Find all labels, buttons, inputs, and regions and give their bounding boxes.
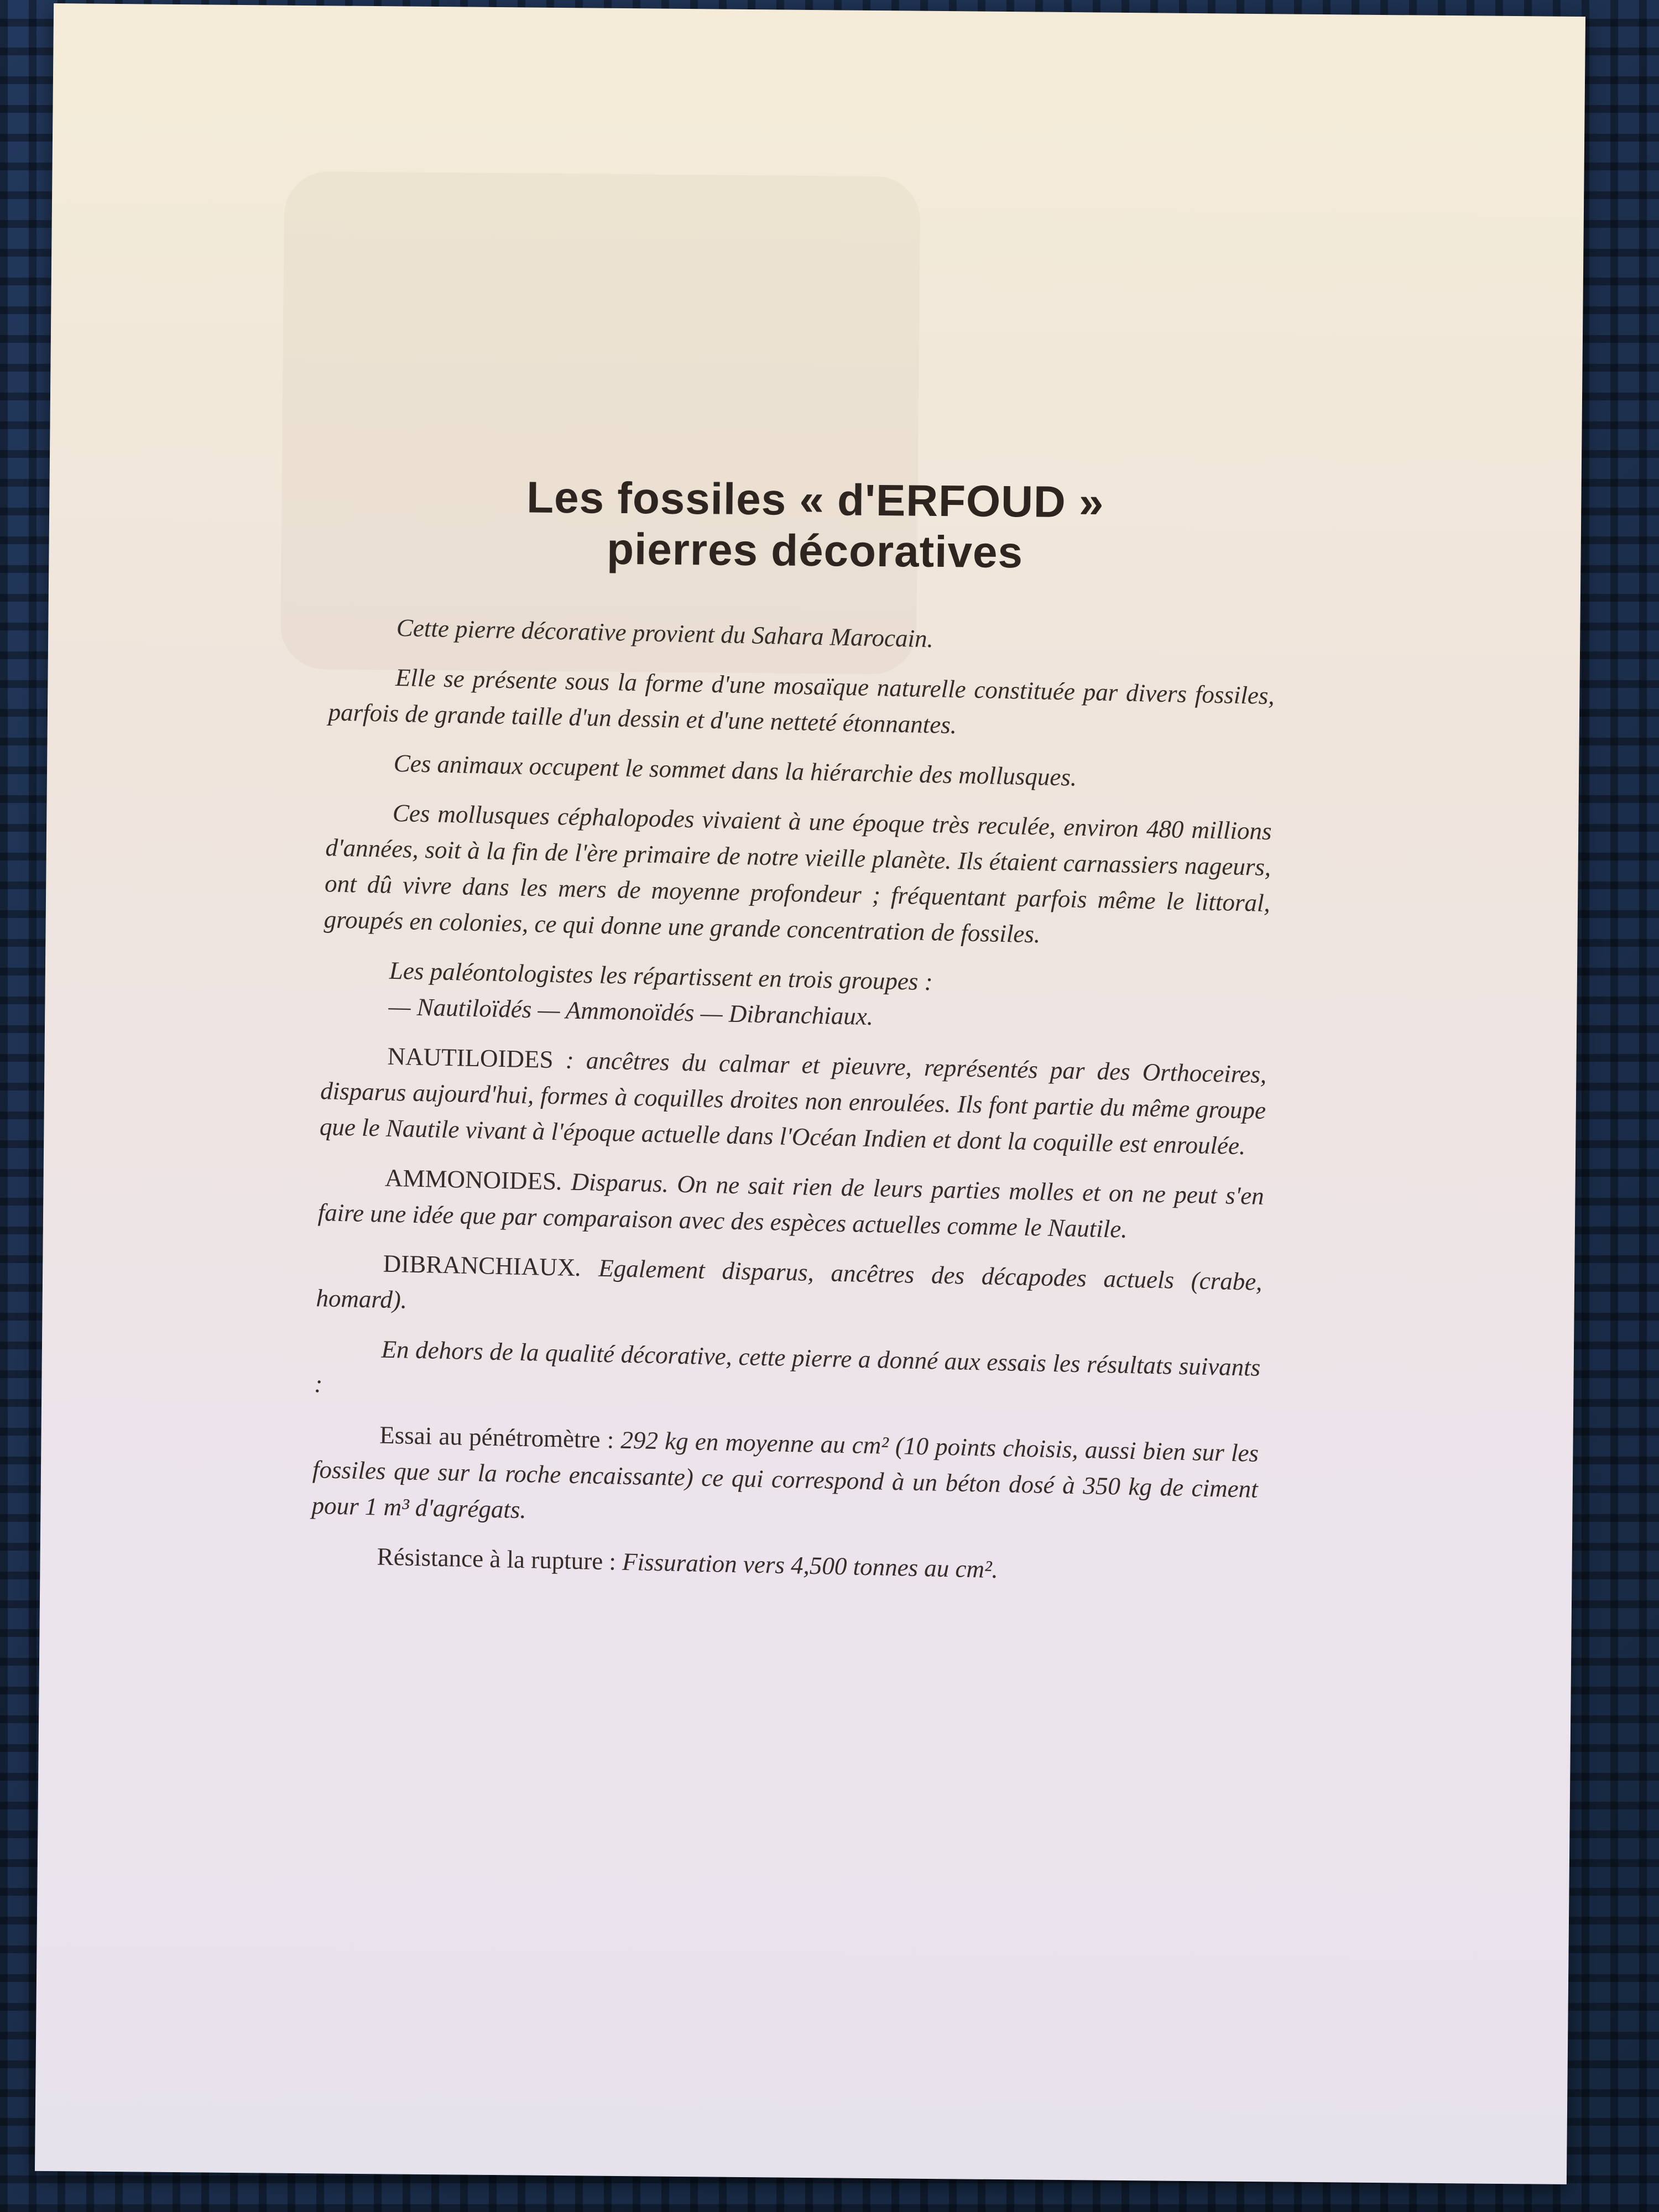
document-title — [49, 468, 1582, 583]
paragraph-cephalopods: Ces mollusques céphalopodes vivaient à une époque très reculée, environ 480 millions d'années, soit à la fin de l'ère primaire de notre vieille planète. Ils étaient carnassiers nageurs, ont dû vivre dans les mers de moyenne profondeur ; fréquentant parfois même le littoral, groupés en colonies, ce qui donne une grande concentration de fossiles. — [324, 799, 1272, 948]
resistance-label: Résistance à la rupture : — [377, 1542, 623, 1575]
penetrometer-label: Essai au pénétromètre : — [379, 1421, 622, 1454]
paragraph-ammonoides — [317, 1159, 1264, 1250]
resistance-text: Fissuration vers 4,500 tonnes au cm². — [622, 1547, 999, 1584]
paragraph-origin: Cette pierre décorative provient du Sahara Marocain. — [396, 613, 934, 653]
paragraph-resistance — [310, 1537, 1256, 1593]
paragraph-groups-list: — Nautiloïdés — Ammonoïdés — Dibranchiaux. — [388, 992, 874, 1031]
paragraph-penetrometer — [311, 1416, 1259, 1543]
penetrometer-text: 292 kg en moyenne au cm² (10 points choisis, aussi bien sur les fossiles que sur la roche encaissante) ce qui correspond à un béton dosé à 350 kg de ciment pour 1 m³ d'agrégats. — [311, 1426, 1259, 1524]
paragraph-mosaic: Elle se présente sous la forme d'une mosaïque naturelle constituée par divers fossiles, parfois de grande taille d'un dessin et d'une netteté étonnantes. — [328, 663, 1275, 739]
document-body — [310, 608, 1276, 1606]
paragraph-groups-intro: Les paléontologistes les répartissent en trois groupes : — [389, 956, 933, 996]
ammonoides-heading: AMMONOIDES — [384, 1164, 557, 1196]
paragraph-dibranchiaux — [316, 1244, 1262, 1336]
sheet-shadow — [280, 171, 921, 675]
nautiloides-text: : ancêtres du calmar et pieuvre, représentés par des Orthoceires, disparus aujourd'hui, formes à coquilles droites non enroulées. Ils font partie du même groupe que le Nautile vivant à l'époque actuelle dans l'Océan Indien et dont la coquille est enroulée. — [319, 1046, 1267, 1160]
dibranchiaux-heading: DIBRANCHIAUX — [383, 1249, 576, 1281]
ammonoides-text: . Disparus. On ne sait rien de leurs parties molles et on ne peut s'en faire une idée que par comparaison avec des espèces actuelles comme le Nautile. — [317, 1167, 1265, 1243]
title-line-2: pierres décoratives — [606, 524, 1024, 577]
nautiloides-heading: NAUTILOIDES — [387, 1042, 554, 1074]
paragraph-tests-intro: En dehors de la qualité décorative, cette pierre a donné aux essais les résultats suivants : — [314, 1335, 1261, 1398]
paragraph-nautiloides — [319, 1037, 1267, 1165]
title-line-1: Les fossiles « d'ERFOUD » — [526, 472, 1104, 527]
paragraph-hierarchy: Ces animaux occupent le sommet dans la hiérarchie des mollusques. — [393, 749, 1077, 791]
dibranchiaux-text: . Egalement disparus, ancêtres des décapodes actuels (crabe, homard). — [315, 1253, 1263, 1314]
paper-sheet — [35, 3, 1585, 2184]
